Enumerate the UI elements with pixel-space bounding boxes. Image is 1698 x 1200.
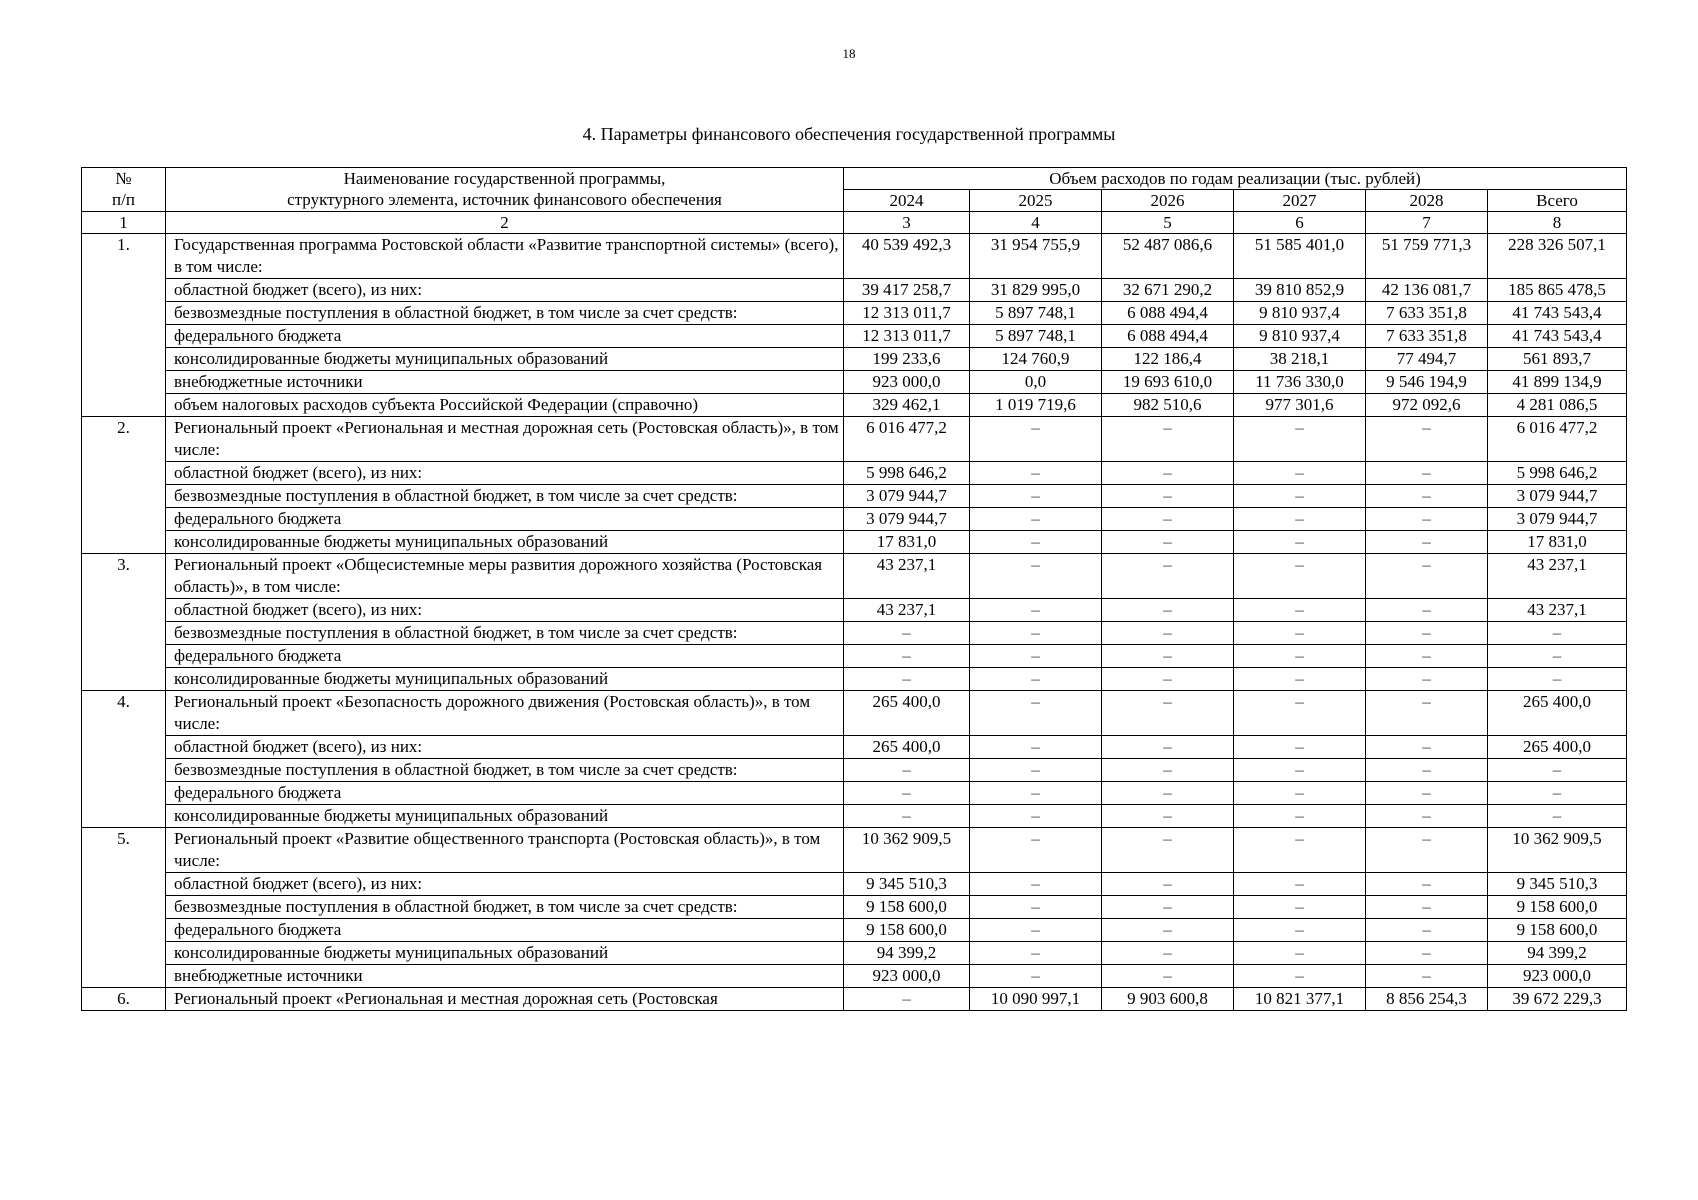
- year-value-cell: –: [1102, 554, 1234, 599]
- year-value-cell: –: [1366, 508, 1488, 531]
- year-value-cell: –: [844, 805, 970, 828]
- year-value-cell: –: [1102, 691, 1234, 736]
- year-value-cell: –: [970, 645, 1102, 668]
- row-name: объем налоговых расходов субъекта Российской Федерации (справочно): [166, 394, 844, 417]
- year-value-cell: –: [970, 736, 1102, 759]
- year-value-cell: 9 158 600,0: [844, 896, 970, 919]
- column-number: 2: [166, 212, 844, 234]
- table-row-group-head: [82, 554, 1627, 599]
- row-number: 5.: [82, 828, 166, 988]
- year-value-cell: –: [1366, 919, 1488, 942]
- row-name: консолидированные бюджеты муниципальных образований: [166, 805, 844, 828]
- row-name: областной бюджет (всего), из них:: [166, 736, 844, 759]
- year-value-cell: –: [970, 417, 1102, 462]
- year-value-cell: 9 810 937,4: [1234, 302, 1366, 325]
- year-value-cell: –: [970, 919, 1102, 942]
- row-name: областной бюджет (всего), из них:: [166, 279, 844, 302]
- year-value-cell: –: [970, 554, 1102, 599]
- row-name: федерального бюджета: [166, 645, 844, 668]
- year-value-cell: 329 462,1: [844, 394, 970, 417]
- table-row: [82, 873, 1627, 896]
- row-name: Государственная программа Ростовской области «Развитие транспортной системы» (всего), в том числе:: [166, 234, 844, 279]
- year-value-cell: –: [1102, 896, 1234, 919]
- year-value-cell: –: [1366, 759, 1488, 782]
- year-value-cell: 6 016 477,2: [844, 417, 970, 462]
- year-value-cell: –: [1102, 599, 1234, 622]
- financial-table: [81, 167, 1627, 1011]
- column-number-row: [82, 212, 1627, 234]
- year-value-cell: –: [970, 965, 1102, 988]
- total-value-cell: 561 893,7: [1488, 348, 1627, 371]
- year-value-cell: 77 494,7: [1366, 348, 1488, 371]
- table-row-group-head: [82, 234, 1627, 279]
- header-year: 2027: [1234, 190, 1366, 212]
- row-name: консолидированные бюджеты муниципальных образований: [166, 942, 844, 965]
- year-value-cell: –: [970, 782, 1102, 805]
- year-value-cell: 122 186,4: [1102, 348, 1234, 371]
- year-value-cell: –: [970, 942, 1102, 965]
- year-value-cell: 9 158 600,0: [844, 919, 970, 942]
- year-value-cell: –: [970, 668, 1102, 691]
- total-value-cell: 265 400,0: [1488, 691, 1627, 736]
- year-value-cell: –: [1234, 622, 1366, 645]
- table-row: [82, 462, 1627, 485]
- total-value-cell: 228 326 507,1: [1488, 234, 1627, 279]
- year-value-cell: –: [970, 508, 1102, 531]
- table-row: [82, 668, 1627, 691]
- row-name: федерального бюджета: [166, 325, 844, 348]
- table-row: [82, 325, 1627, 348]
- year-value-cell: –: [1366, 462, 1488, 485]
- row-name: безвозмездные поступления в областной бюджет, в том числе за счет средств:: [166, 485, 844, 508]
- year-value-cell: –: [1234, 896, 1366, 919]
- page-number: 18: [842, 46, 856, 61]
- year-value-cell: 9 546 194,9: [1366, 371, 1488, 394]
- year-value-cell: –: [970, 828, 1102, 873]
- total-value-cell: 5 998 646,2: [1488, 462, 1627, 485]
- total-value-cell: 9 158 600,0: [1488, 896, 1627, 919]
- year-value-cell: –: [1234, 759, 1366, 782]
- table-row-group-head: [82, 417, 1627, 462]
- year-value-cell: 31 829 995,0: [970, 279, 1102, 302]
- year-value-cell: –: [1234, 805, 1366, 828]
- year-value-cell: –: [1102, 622, 1234, 645]
- table-row-group-head: [82, 828, 1627, 873]
- year-value-cell: –: [1366, 599, 1488, 622]
- row-name: Региональный проект «Безопасность дорожного движения (Ростовская область)», в том числе:: [166, 691, 844, 736]
- year-value-cell: –: [970, 691, 1102, 736]
- total-value-cell: 43 237,1: [1488, 599, 1627, 622]
- total-value-cell: 41 743 543,4: [1488, 325, 1627, 348]
- table-row: [82, 805, 1627, 828]
- year-value-cell: –: [1234, 828, 1366, 873]
- year-value-cell: –: [1102, 508, 1234, 531]
- year-value-cell: 923 000,0: [844, 371, 970, 394]
- year-value-cell: –: [1102, 759, 1234, 782]
- year-value-cell: 94 399,2: [844, 942, 970, 965]
- total-value-cell: 41 899 134,9: [1488, 371, 1627, 394]
- total-value-cell: 39 672 229,3: [1488, 988, 1627, 1011]
- year-value-cell: –: [970, 873, 1102, 896]
- year-value-cell: –: [1234, 965, 1366, 988]
- row-name: безвозмездные поступления в областной бюджет, в том числе за счет средств:: [166, 759, 844, 782]
- row-number: 4.: [82, 691, 166, 828]
- year-value-cell: 12 313 011,7: [844, 325, 970, 348]
- table-row-group-head: [82, 988, 1627, 1011]
- table-row: [82, 531, 1627, 554]
- year-value-cell: 124 760,9: [970, 348, 1102, 371]
- year-value-cell: 9 903 600,8: [1102, 988, 1234, 1011]
- total-value-cell: 3 079 944,7: [1488, 485, 1627, 508]
- header-year: 2025: [970, 190, 1102, 212]
- year-value-cell: –: [970, 462, 1102, 485]
- table-row: [82, 645, 1627, 668]
- year-value-cell: 51 759 771,3: [1366, 234, 1488, 279]
- column-number: 4: [970, 212, 1102, 234]
- year-value-cell: –: [1234, 873, 1366, 896]
- year-value-cell: –: [1102, 645, 1234, 668]
- year-value-cell: 5 998 646,2: [844, 462, 970, 485]
- table-row: [82, 394, 1627, 417]
- column-number: 5: [1102, 212, 1234, 234]
- year-value-cell: 11 736 330,0: [1234, 371, 1366, 394]
- year-value-cell: –: [1234, 668, 1366, 691]
- year-value-cell: –: [1366, 942, 1488, 965]
- row-name: безвозмездные поступления в областной бюджет, в том числе за счет средств:: [166, 302, 844, 325]
- year-value-cell: –: [1102, 942, 1234, 965]
- year-value-cell: –: [1366, 782, 1488, 805]
- year-value-cell: –: [1102, 417, 1234, 462]
- year-value-cell: –: [1366, 622, 1488, 645]
- year-value-cell: 51 585 401,0: [1234, 234, 1366, 279]
- year-value-cell: 5 897 748,1: [970, 302, 1102, 325]
- row-number: 3.: [82, 554, 166, 691]
- year-value-cell: 5 897 748,1: [970, 325, 1102, 348]
- year-value-cell: –: [1366, 531, 1488, 554]
- year-value-cell: –: [1366, 873, 1488, 896]
- year-value-cell: –: [844, 668, 970, 691]
- year-value-cell: –: [1102, 828, 1234, 873]
- year-value-cell: –: [1366, 736, 1488, 759]
- year-value-cell: –: [970, 896, 1102, 919]
- header-year: 2024: [844, 190, 970, 212]
- row-name: Региональный проект «Развитие общественного транспорта (Ростовская область)», в том числе:: [166, 828, 844, 873]
- year-value-cell: 42 136 081,7: [1366, 279, 1488, 302]
- year-value-cell: 972 092,6: [1366, 394, 1488, 417]
- row-name: консолидированные бюджеты муниципальных образований: [166, 668, 844, 691]
- year-value-cell: –: [1234, 462, 1366, 485]
- total-value-cell: 10 362 909,5: [1488, 828, 1627, 873]
- year-value-cell: –: [1234, 531, 1366, 554]
- year-value-cell: –: [1366, 828, 1488, 873]
- year-value-cell: 6 088 494,4: [1102, 302, 1234, 325]
- table-row: [82, 371, 1627, 394]
- year-value-cell: –: [970, 485, 1102, 508]
- total-value-cell: 17 831,0: [1488, 531, 1627, 554]
- year-value-cell: 38 218,1: [1234, 348, 1366, 371]
- year-value-cell: –: [970, 759, 1102, 782]
- year-value-cell: 7 633 351,8: [1366, 325, 1488, 348]
- year-value-cell: –: [970, 805, 1102, 828]
- table-row: [82, 599, 1627, 622]
- row-name: областной бюджет (всего), из них:: [166, 599, 844, 622]
- year-value-cell: –: [844, 988, 970, 1011]
- total-value-cell: 94 399,2: [1488, 942, 1627, 965]
- column-number: 6: [1234, 212, 1366, 234]
- year-value-cell: –: [1234, 508, 1366, 531]
- year-value-cell: 923 000,0: [844, 965, 970, 988]
- year-value-cell: 10 821 377,1: [1234, 988, 1366, 1011]
- table-row: [82, 485, 1627, 508]
- table-row: [82, 736, 1627, 759]
- row-name: областной бюджет (всего), из них:: [166, 462, 844, 485]
- year-value-cell: 982 510,6: [1102, 394, 1234, 417]
- table-row: [82, 348, 1627, 371]
- total-value-cell: 41 743 543,4: [1488, 302, 1627, 325]
- row-number: 1.: [82, 234, 166, 417]
- year-value-cell: –: [1366, 485, 1488, 508]
- year-value-cell: 6 088 494,4: [1102, 325, 1234, 348]
- total-value-cell: 265 400,0: [1488, 736, 1627, 759]
- year-value-cell: –: [1102, 531, 1234, 554]
- header-year: 2028: [1366, 190, 1488, 212]
- total-value-cell: –: [1488, 782, 1627, 805]
- table-row: [82, 508, 1627, 531]
- year-value-cell: –: [844, 622, 970, 645]
- year-value-cell: –: [1102, 805, 1234, 828]
- year-value-cell: 32 671 290,2: [1102, 279, 1234, 302]
- year-value-cell: –: [970, 599, 1102, 622]
- year-value-cell: –: [1102, 668, 1234, 691]
- total-value-cell: –: [1488, 759, 1627, 782]
- year-value-cell: –: [1366, 668, 1488, 691]
- year-value-cell: 199 233,6: [844, 348, 970, 371]
- row-name: федерального бюджета: [166, 508, 844, 531]
- header-no: № п/п: [82, 168, 166, 212]
- year-value-cell: 265 400,0: [844, 736, 970, 759]
- year-value-cell: –: [1102, 873, 1234, 896]
- year-value-cell: 3 079 944,7: [844, 508, 970, 531]
- row-name: федерального бюджета: [166, 782, 844, 805]
- year-value-cell: 12 313 011,7: [844, 302, 970, 325]
- row-name: Региональный проект «Региональная и местная дорожная сеть (Ростовская область)», в том числе:: [166, 417, 844, 462]
- total-value-cell: 3 079 944,7: [1488, 508, 1627, 531]
- year-value-cell: 39 417 258,7: [844, 279, 970, 302]
- table-row: [82, 622, 1627, 645]
- row-number: 6.: [82, 988, 166, 1011]
- row-name: внебюджетные источники: [166, 371, 844, 394]
- table-row: [82, 279, 1627, 302]
- column-number: 8: [1488, 212, 1627, 234]
- total-value-cell: –: [1488, 668, 1627, 691]
- total-value-cell: 6 016 477,2: [1488, 417, 1627, 462]
- year-value-cell: –: [1234, 554, 1366, 599]
- year-value-cell: 1 019 719,6: [970, 394, 1102, 417]
- total-value-cell: 9 345 510,3: [1488, 873, 1627, 896]
- table-row-group-head: [82, 691, 1627, 736]
- table-row: [82, 782, 1627, 805]
- year-value-cell: 3 079 944,7: [844, 485, 970, 508]
- year-value-cell: –: [1366, 805, 1488, 828]
- column-number: 3: [844, 212, 970, 234]
- year-value-cell: –: [844, 645, 970, 668]
- year-value-cell: –: [1366, 417, 1488, 462]
- year-value-cell: 7 633 351,8: [1366, 302, 1488, 325]
- year-value-cell: –: [1234, 417, 1366, 462]
- table-row: [82, 302, 1627, 325]
- year-value-cell: 19 693 610,0: [1102, 371, 1234, 394]
- total-value-cell: 9 158 600,0: [1488, 919, 1627, 942]
- year-value-cell: –: [1366, 691, 1488, 736]
- table-body: [82, 234, 1627, 1011]
- year-value-cell: –: [1234, 919, 1366, 942]
- document-title: 4. Параметры финансового обеспечения государственной программы: [582, 124, 1116, 144]
- row-name: консолидированные бюджеты муниципальных образований: [166, 348, 844, 371]
- table-row: [82, 942, 1627, 965]
- year-value-cell: –: [1234, 691, 1366, 736]
- column-number: 1: [82, 212, 166, 234]
- year-value-cell: 43 237,1: [844, 599, 970, 622]
- row-name: консолидированные бюджеты муниципальных образований: [166, 531, 844, 554]
- row-name: областной бюджет (всего), из них:: [166, 873, 844, 896]
- header-total: Всего: [1488, 190, 1627, 212]
- row-name: Региональный проект «Региональная и местная дорожная сеть (Ростовская: [166, 988, 844, 1011]
- table-row: [82, 759, 1627, 782]
- year-value-cell: 40 539 492,3: [844, 234, 970, 279]
- year-value-cell: –: [1102, 919, 1234, 942]
- year-value-cell: 43 237,1: [844, 554, 970, 599]
- row-name: внебюджетные источники: [166, 965, 844, 988]
- table-row: [82, 919, 1627, 942]
- year-value-cell: –: [1234, 599, 1366, 622]
- year-value-cell: 31 954 755,9: [970, 234, 1102, 279]
- year-value-cell: –: [844, 759, 970, 782]
- year-value-cell: –: [970, 622, 1102, 645]
- year-value-cell: 977 301,6: [1234, 394, 1366, 417]
- year-value-cell: –: [1234, 485, 1366, 508]
- year-value-cell: –: [1102, 782, 1234, 805]
- table-row: [82, 896, 1627, 919]
- year-value-cell: –: [1102, 965, 1234, 988]
- year-value-cell: 10 362 909,5: [844, 828, 970, 873]
- year-value-cell: –: [1366, 965, 1488, 988]
- year-value-cell: –: [1366, 896, 1488, 919]
- row-name: Региональный проект «Общесистемные меры развития дорожного хозяйства (Ростовская область)», в том числе:: [166, 554, 844, 599]
- year-value-cell: 9 810 937,4: [1234, 325, 1366, 348]
- year-value-cell: –: [970, 531, 1102, 554]
- total-value-cell: 4 281 086,5: [1488, 394, 1627, 417]
- total-value-cell: 185 865 478,5: [1488, 279, 1627, 302]
- total-value-cell: –: [1488, 622, 1627, 645]
- total-value-cell: 43 237,1: [1488, 554, 1627, 599]
- row-number: 2.: [82, 417, 166, 554]
- row-name: безвозмездные поступления в областной бюджет, в том числе за счет средств:: [166, 896, 844, 919]
- year-value-cell: 39 810 852,9: [1234, 279, 1366, 302]
- total-value-cell: –: [1488, 645, 1627, 668]
- year-value-cell: –: [1234, 782, 1366, 805]
- year-value-cell: –: [1366, 554, 1488, 599]
- header-year: 2026: [1102, 190, 1234, 212]
- year-value-cell: –: [1234, 645, 1366, 668]
- year-value-cell: 8 856 254,3: [1366, 988, 1488, 1011]
- year-value-cell: 9 345 510,3: [844, 873, 970, 896]
- year-value-cell: 0,0: [970, 371, 1102, 394]
- row-name: федерального бюджета: [166, 919, 844, 942]
- year-value-cell: 10 090 997,1: [970, 988, 1102, 1011]
- year-value-cell: 17 831,0: [844, 531, 970, 554]
- table-row: [82, 965, 1627, 988]
- header-name: Наименование государственной программы, структурного элемента, источник финансового обеспечения: [166, 168, 844, 212]
- year-value-cell: 265 400,0: [844, 691, 970, 736]
- year-value-cell: 52 487 086,6: [1102, 234, 1234, 279]
- header-volume: Объем расходов по годам реализации (тыс. рублей): [844, 168, 1627, 190]
- year-value-cell: –: [1366, 645, 1488, 668]
- total-value-cell: –: [1488, 805, 1627, 828]
- table-header: [82, 168, 1627, 234]
- total-value-cell: 923 000,0: [1488, 965, 1627, 988]
- year-value-cell: –: [1102, 462, 1234, 485]
- year-value-cell: –: [1102, 736, 1234, 759]
- column-number: 7: [1366, 212, 1488, 234]
- year-value-cell: –: [844, 782, 970, 805]
- row-name: безвозмездные поступления в областной бюджет, в том числе за счет средств:: [166, 622, 844, 645]
- year-value-cell: –: [1234, 942, 1366, 965]
- year-value-cell: –: [1102, 485, 1234, 508]
- year-value-cell: –: [1234, 736, 1366, 759]
